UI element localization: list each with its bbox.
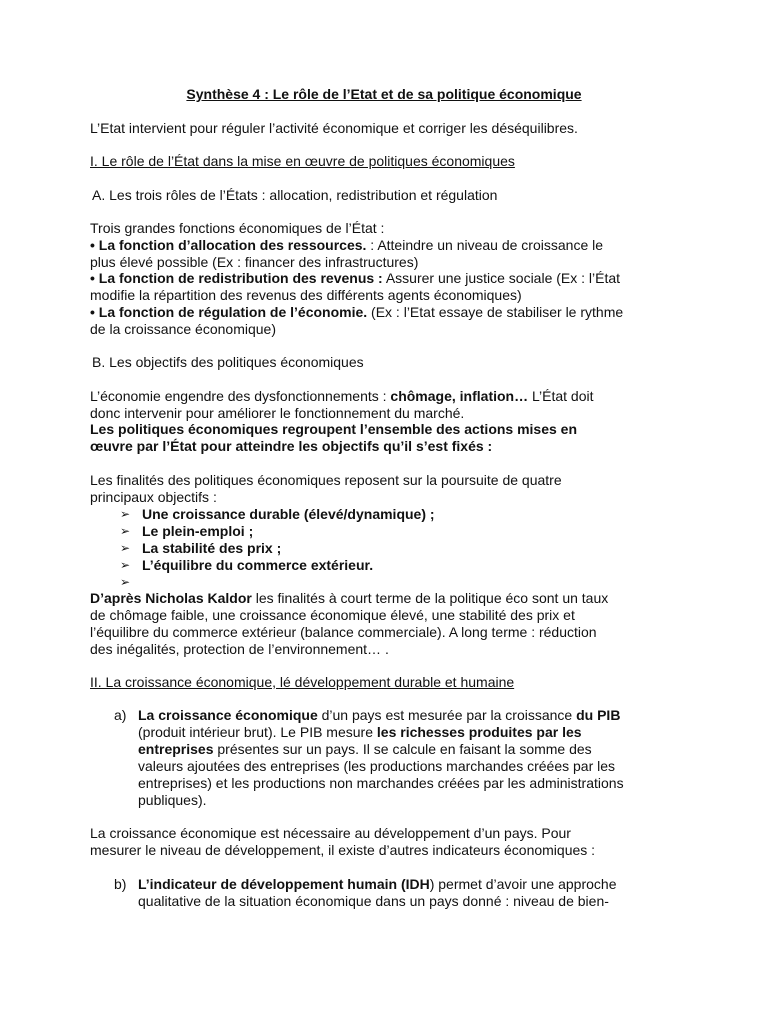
function-regulation-title: • La fonction de régulation de l’économie. [90,304,368,320]
growth-line4: valeurs ajoutées des entreprises (les productions marchandes créées par les [138,758,616,774]
objective-item: Une croissance durable (élevé/dynamique) ; [142,506,435,522]
subsection-b-heading: B. Les objectifs des politiques économiques [92,354,364,370]
list-marker-a: a) [114,707,127,723]
arrow-bullet-icon: ➢ [120,507,131,521]
function-allocation [90,237,680,254]
growth-text: d’un pays est mesurée par la croissance [317,707,577,723]
document-title: Synthèse 4 : Le rôle de l’Etat et de sa politique économique [186,86,582,102]
objective-item: Le plein-emploi ; [142,523,254,539]
objectives-lead-line1: Les finalités des politiques économiques reposent sur la poursuite de quatre [90,472,562,488]
idh-term: L’indicateur de développement humain (IDH [138,876,430,892]
dysfunctions-text: L’économie engendre des dysfonctionnements : [90,388,391,404]
function-redistribution-line2: modifie la répartition des revenus des différents agents économiques) [90,287,522,303]
function-redistribution-desc: Assurer une justice sociale (Ex : l’État [382,270,621,286]
section-1-heading: I. Le rôle de l’État dans la mise en œuvre de politiques économiques [90,153,515,169]
dysfunctions-paragraph [90,388,594,405]
growth-term: La croissance économique [138,707,318,723]
dysfunctions-text-end: L’État doit [528,388,594,404]
pib-definition: (produit intérieur brut). Le PIB mesure [138,724,377,740]
function-regulation-line2: de la croissance économique) [90,321,276,337]
idh-text: ) permet d’avoir une approche [429,876,617,892]
objective-item: La stabilité des prix ; [142,540,282,556]
pib-term: du PIB [576,707,621,723]
functions-lead: Trois grandes fonctions économiques de l’État : [90,220,385,236]
kaldor-line3: l’équilibre du commerce extérieur (balance commerciale). A long terme : réduction [90,624,597,640]
objective-item: L’équilibre du commerce extérieur. [142,557,374,573]
growth-line5: entreprises) et les productions non marchandes créées par les administrations [138,775,624,791]
function-allocation-desc: : Atteindre un niveau de croissance le [366,237,604,253]
arrow-bullet-icon: ➢ [120,558,131,572]
kaldor-line2: de chômage faible, une croissance économique élevé, une stabilité des prix et [90,607,575,623]
subsection-a-heading: A. Les trois rôles de l’États : allocation, redistribution et régulation [92,187,498,203]
idh-line2: qualitative de la situation économique dans un pays donné : niveau de bien- [138,893,609,909]
arrow-bullet-icon: ➢ [120,541,131,555]
intro-paragraph: L’Etat intervient pour réguler l’activité économique et corriger les déséquilibres. [90,120,578,136]
function-allocation-title: • La fonction d’allocation des ressources. [90,237,367,253]
function-redistribution-title: • La fonction de redistribution des revenus : [90,270,383,286]
list-marker-b: b) [114,876,127,892]
pib-calc-text: présentes sur un pays. Il se calcule en faisant la somme des [213,741,592,757]
idh-line1 [138,876,617,893]
arrow-bullet-icon: ➢ [120,575,131,589]
pib-wealth-term: les richesses produites par les [376,724,582,740]
growth-line3 [138,741,592,758]
section-2-heading: II. La croissance économique, lé développement durable et humaine [90,674,515,690]
development-line1: La croissance économique est nécessaire au développement d’un pays. Pour [90,825,571,841]
kaldor-author: D’après Nicholas Kaldor [90,590,252,606]
definition-line1: Les politiques économiques regroupent l’ensemble des actions mises en [90,421,578,437]
development-line2: mesurer le niveau de développement, il existe d’autres indicateurs économiques : [90,842,596,858]
dysfunctions-keywords: chômage, inflation… [390,388,529,404]
growth-line6: publiques). [138,792,207,808]
growth-line1 [138,707,620,724]
function-allocation-line2: plus élevé possible (Ex : financer des infrastructures) [90,254,419,270]
function-redistribution [90,270,620,287]
dysfunctions-line2: donc intervenir pour améliorer le fonctionnement du marché. [90,405,465,421]
function-regulation [90,304,623,321]
arrow-bullet-icon: ➢ [120,524,131,538]
function-regulation-desc: (Ex : l’Etat essaye de stabiliser le rythme [367,304,624,320]
kaldor-line4: des inégalités, protection de l’environnement… . [90,641,389,657]
growth-line2 [138,724,582,741]
kaldor-text: les finalités à court terme de la politique éco sont un taux [251,590,609,606]
kaldor-paragraph [90,590,608,607]
enterprises-term: entreprises [138,741,214,757]
objectives-lead-line2: principaux objectifs : [90,489,217,505]
definition-line2: œuvre par l’État pour atteindre les objectifs qu’il s’est fixés : [90,438,493,454]
